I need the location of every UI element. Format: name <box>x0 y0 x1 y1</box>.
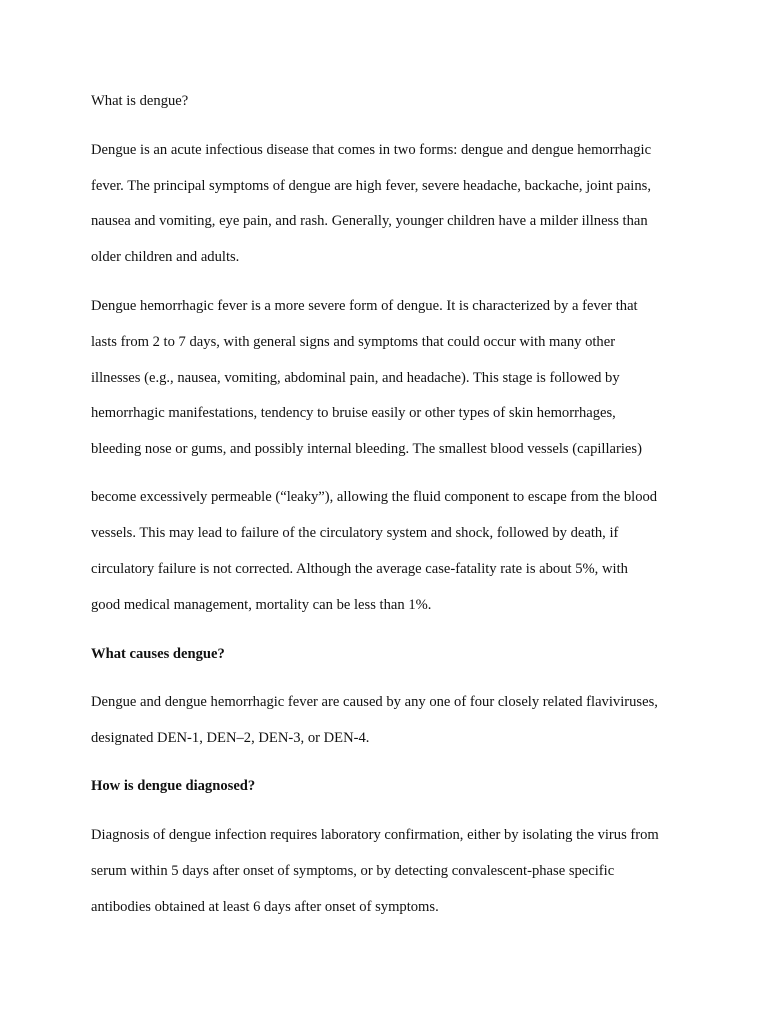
paragraph-5-line: serum within 5 days after onset of symptoms, or by detecting convalescent-phase specific <box>91 863 615 879</box>
paragraph-3-line: vessels. This may lead to failure of the circulatory system and shock, followed by death, if <box>91 525 619 541</box>
paragraph-4-line: Dengue and dengue hemorrhagic fever are caused by any one of four closely related flaviviruses, <box>91 694 658 710</box>
paragraph-2-line: Dengue hemorrhagic fever is a more severe form of dengue. It is characterized by a fever that <box>91 298 638 314</box>
paragraph-5-line: Diagnosis of dengue infection requires laboratory confirmation, either by isolating the virus from <box>91 827 659 843</box>
paragraph-1-line: older children and adults. <box>91 249 240 265</box>
heading-what-is-dengue: What is dengue? <box>91 93 189 109</box>
paragraph-2-line: bleeding nose or gums, and possibly internal bleeding. The smallest blood vessels (capillaries) <box>91 441 642 457</box>
paragraph-3-line: become excessively permeable (“leaky”), allowing the fluid component to escape from the blood <box>91 489 658 505</box>
paragraph-3-line: circulatory failure is not corrected. Although the average case-fatality rate is about 5%, with <box>91 561 628 577</box>
paragraph-3-line: good medical management, mortality can be less than 1%. <box>91 597 432 613</box>
paragraph-2-line: hemorrhagic manifestations, tendency to bruise easily or other types of skin hemorrhages, <box>91 405 616 421</box>
paragraph-1-line: nausea and vomiting, eye pain, and rash. Generally, younger children have a milder illness than <box>91 213 648 229</box>
paragraph-1-line: fever. The principal symptoms of dengue are high fever, severe headache, backache, joint pains, <box>91 178 651 194</box>
paragraph-4-line: designated DEN-1, DEN–2, DEN-3, or DEN-4. <box>91 730 370 746</box>
paragraph-2-line: illnesses (e.g., nausea, vomiting, abdominal pain, and headache). This stage is followed by <box>91 370 620 386</box>
paragraph-2-line: lasts from 2 to 7 days, with general signs and symptoms that could occur with many other <box>91 334 616 350</box>
heading-what-causes-dengue: What causes dengue? <box>91 646 225 662</box>
paragraph-1-line: Dengue is an acute infectious disease that comes in two forms: dengue and dengue hemorrhagic <box>91 142 652 158</box>
paragraph-5-line: antibodies obtained at least 6 days after onset of symptoms. <box>91 899 439 915</box>
heading-how-is-dengue-diagnosed: How is dengue diagnosed? <box>91 778 256 794</box>
